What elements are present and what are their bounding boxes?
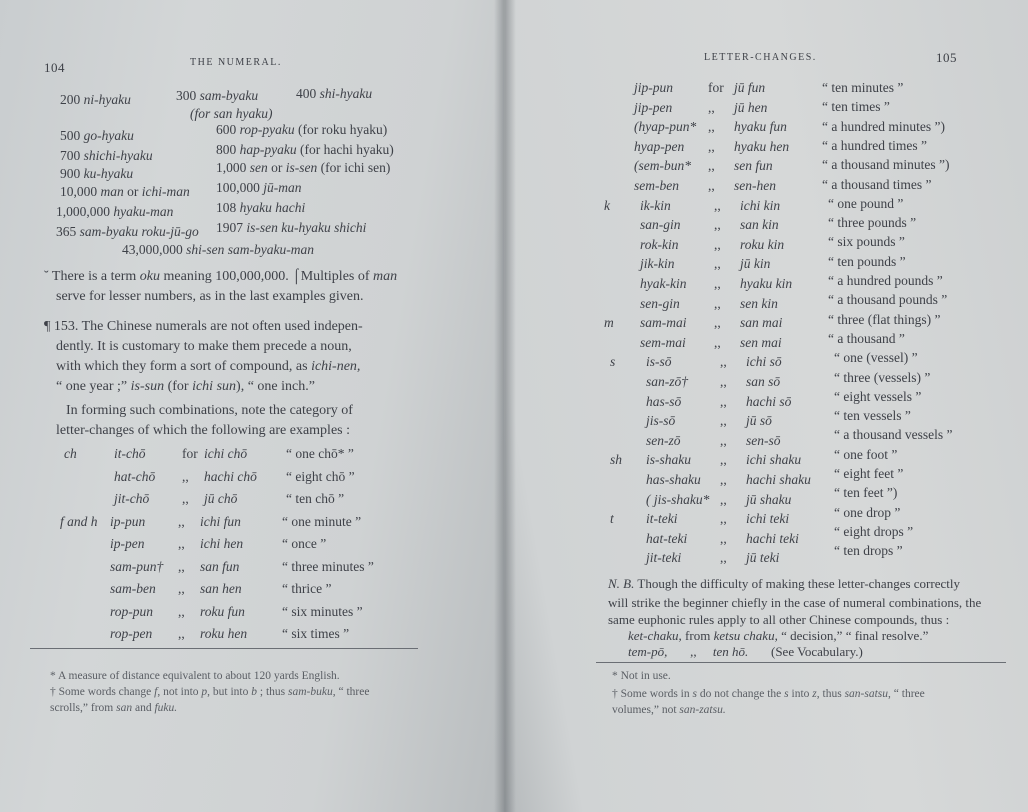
compound-word: hat-teki bbox=[646, 530, 688, 546]
connector: ,, bbox=[720, 452, 727, 468]
gloss: “ one pound ” bbox=[828, 195, 904, 211]
compound-word: san-gin bbox=[640, 217, 681, 233]
original-word: jū chō bbox=[204, 491, 238, 506]
connector: ,, bbox=[182, 491, 189, 506]
original-word: san fun bbox=[200, 558, 240, 574]
compound-word: jik-kin bbox=[640, 256, 675, 272]
gloss: “ eight feet ” bbox=[834, 466, 904, 481]
numeral-entry: 365 sam-byaku roku-jū-go bbox=[56, 224, 199, 239]
numeral-entry: 1,000 sen or is-sen (for ichi sen) bbox=[216, 160, 391, 175]
footnote: * Not in use. bbox=[612, 670, 671, 682]
gloss: “ eight vessels ” bbox=[834, 388, 922, 404]
numeral-entry: 800 hap-pyaku (for hachi hyaku) bbox=[216, 142, 394, 157]
compound-word: it-chō bbox=[114, 446, 146, 461]
connector: ,, bbox=[714, 217, 721, 233]
connector: ,, bbox=[708, 178, 715, 193]
compound-word: is-sō bbox=[646, 354, 672, 370]
connector: ,, bbox=[708, 158, 715, 174]
compound-word: jit-chō bbox=[114, 491, 150, 506]
original-word: jū sō bbox=[746, 413, 772, 429]
numeral-entry: 10,000 man or ichi-man bbox=[60, 184, 190, 199]
gloss: “ a thousand minutes ”) bbox=[822, 157, 950, 173]
original-word: hyaku hen bbox=[734, 138, 790, 154]
example-line: tem-pō, ,, ten hō. (See Vocabulary.) bbox=[628, 644, 863, 659]
numeral-entry: 600 rop-pyaku (for roku hyaku) bbox=[216, 122, 388, 137]
numeral-entry: 300 sam-byaku bbox=[176, 88, 259, 103]
numeral-entry: 900 ku-hyaku bbox=[60, 166, 134, 181]
category-label: t bbox=[610, 511, 614, 527]
page-number: 104 bbox=[44, 60, 65, 75]
numeral-entry: 100,000 jū-man bbox=[216, 180, 302, 195]
numeral-entry: 1907 is-sen ku-hyaku shichi bbox=[216, 220, 367, 235]
note-line: serve for lesser numbers, as in the last examples given. bbox=[56, 289, 364, 304]
original-word: san hen bbox=[200, 581, 242, 596]
connector: ,, bbox=[178, 558, 185, 574]
compound-word: ip-pen bbox=[110, 536, 145, 551]
compound-word: hyap-pen bbox=[634, 138, 685, 154]
gloss: “ one drop ” bbox=[834, 504, 901, 520]
gloss: “ six minutes ” bbox=[282, 603, 363, 619]
original-word: ichi hen bbox=[200, 536, 244, 551]
running-head: LETTER-CHANGES. bbox=[704, 52, 817, 63]
connector: ,, bbox=[178, 603, 185, 619]
connector: ,, bbox=[714, 276, 721, 291]
running-head: THE NUMERAL. bbox=[190, 57, 282, 68]
gloss: “ ten feet ”) bbox=[834, 485, 898, 501]
compound-word: rop-pun bbox=[110, 603, 153, 619]
compound-word: jip-pun bbox=[634, 80, 673, 95]
footnote: † Some words change f, not into p, but into b ; thus sam-buku, “ three bbox=[50, 686, 370, 698]
original-word: sen fun bbox=[734, 158, 773, 174]
gloss: “ eight chō ” bbox=[286, 468, 355, 484]
gloss: “ three (flat things) ” bbox=[828, 311, 941, 327]
original-word: jū fun bbox=[734, 80, 766, 95]
connector: for bbox=[182, 446, 198, 461]
compound-word: ik-kin bbox=[640, 197, 671, 213]
connector: for bbox=[708, 80, 724, 95]
gloss: “ ten drops ” bbox=[834, 543, 903, 559]
original-word: hachi sō bbox=[746, 393, 792, 409]
connector: ,, bbox=[178, 626, 185, 641]
gloss: “ three minutes ” bbox=[282, 558, 374, 574]
category-label: ch bbox=[64, 446, 77, 461]
compound-word: (hyap-pun* bbox=[634, 119, 697, 135]
original-word: sen-sō bbox=[746, 432, 781, 448]
connector: ,, bbox=[720, 354, 727, 370]
compound-word: has-sō bbox=[646, 393, 682, 409]
original-word: hachi chō bbox=[204, 468, 257, 484]
gloss: “ one (vessel) ” bbox=[834, 350, 918, 366]
original-word: ichi fun bbox=[200, 513, 241, 529]
gloss: “ once ” bbox=[282, 536, 327, 551]
gloss: “ six times ” bbox=[282, 626, 350, 641]
connector: ,, bbox=[178, 513, 185, 529]
gloss: “ a thousand ” bbox=[828, 330, 905, 346]
compound-word: hat-chō bbox=[114, 468, 156, 484]
connector: ,, bbox=[720, 491, 727, 507]
footnote: † Some words in s do not change the s into z, thus san-satsu, “ three bbox=[612, 688, 925, 700]
gloss: “ a hundred times ” bbox=[822, 137, 927, 153]
connector: ,, bbox=[178, 581, 185, 596]
left-page bbox=[0, 0, 504, 812]
gloss: “ three pounds ” bbox=[828, 215, 917, 231]
compound-word: is-shaku bbox=[646, 452, 691, 468]
original-word: hachi teki bbox=[746, 530, 799, 546]
compound-word: sem-mai bbox=[640, 334, 686, 350]
connector: ,, bbox=[720, 530, 727, 546]
gloss: “ ten vessels ” bbox=[834, 408, 911, 424]
original-word: ichi kin bbox=[740, 197, 781, 213]
connector: ,, bbox=[708, 99, 715, 115]
compound-word: sen-zō bbox=[646, 432, 681, 448]
original-word: sen kin bbox=[740, 295, 778, 311]
original-word: ichi sō bbox=[746, 354, 782, 370]
footnote-rule bbox=[30, 648, 418, 649]
gloss: “ one foot ” bbox=[834, 446, 898, 462]
compound-word: hyak-kin bbox=[640, 276, 687, 291]
category-label: k bbox=[604, 197, 610, 213]
connector: ,, bbox=[720, 511, 727, 527]
footnote: scrolls,” from san and fuku. bbox=[50, 702, 178, 714]
paragraph-line: dently. It is customary to make them precede a noun, bbox=[56, 339, 352, 354]
original-word: jū kin bbox=[740, 256, 771, 272]
connector: ,, bbox=[714, 295, 721, 311]
nb-line: will strike the beginner chiefly in the case of numeral combinations, the bbox=[608, 595, 982, 610]
gloss: “ thrice ” bbox=[282, 581, 332, 596]
paragraph-line: ¶ 153. The Chinese numerals are not often used indepen- bbox=[44, 319, 363, 334]
compound-word: rop-pen bbox=[110, 626, 153, 641]
original-word: ichi chō bbox=[204, 446, 248, 461]
connector: ,, bbox=[714, 315, 721, 331]
compound-word: sam-ben bbox=[110, 581, 156, 596]
connector: ,, bbox=[182, 468, 189, 484]
compound-word: ( jis-shaku* bbox=[646, 491, 710, 507]
category-label: s bbox=[610, 354, 616, 370]
original-word: san kin bbox=[740, 217, 779, 233]
footnote: * A measure of distance equivalent to about 120 yards English. bbox=[50, 670, 340, 682]
gloss: “ ten pounds ” bbox=[828, 253, 906, 269]
connector: ,, bbox=[720, 472, 727, 487]
page-number: 105 bbox=[936, 50, 957, 65]
compound-word: ip-pun bbox=[110, 513, 146, 529]
compound-word: jip-pen bbox=[634, 99, 673, 115]
gloss: “ a thousand pounds ” bbox=[828, 292, 948, 308]
gloss: “ six pounds ” bbox=[828, 234, 905, 250]
connector: ,, bbox=[720, 550, 727, 566]
numeral-entry: 200 ni-hyaku bbox=[60, 92, 131, 107]
compound-word: sam-pun† bbox=[110, 558, 164, 574]
nb-line: same euphonic rules apply to all other Chinese compounds, thus : bbox=[608, 612, 950, 627]
connector: ,, bbox=[708, 119, 715, 135]
gloss: “ a thousand times ” bbox=[822, 176, 932, 192]
compound-word: rok-kin bbox=[640, 236, 679, 252]
numeral-note: (for san hyaku) bbox=[190, 106, 273, 121]
connector: ,, bbox=[178, 536, 185, 551]
compound-word: sen-gin bbox=[640, 295, 680, 311]
numeral-entry: 108 hyaku hachi bbox=[216, 200, 306, 215]
connector: ,, bbox=[720, 413, 727, 429]
gloss: “ ten times ” bbox=[822, 99, 890, 115]
original-word: jū teki bbox=[746, 550, 780, 566]
compound-word: sem-ben bbox=[634, 178, 679, 193]
gloss: “ a hundred pounds ” bbox=[828, 273, 943, 288]
gloss: “ ten chō ” bbox=[286, 491, 345, 506]
book-gutter bbox=[494, 0, 516, 812]
numeral-entry: 500 go-hyaku bbox=[60, 128, 134, 143]
numeral-entry: 700 shichi-hyaku bbox=[60, 148, 153, 163]
original-word: ichi shaku bbox=[746, 452, 802, 468]
paragraph-line: In forming such combinations, note the category of bbox=[66, 403, 353, 418]
compound-word: jit-teki bbox=[646, 550, 682, 566]
original-word: jū shaku bbox=[746, 491, 792, 507]
numeral-entry: 43,000,000 shi-sen sam-byaku-man bbox=[122, 242, 314, 257]
compound-word: it-teki bbox=[646, 511, 678, 527]
compound-word: jis-sō bbox=[646, 413, 676, 429]
compound-word: san-zō† bbox=[646, 374, 689, 389]
connector: ,, bbox=[720, 432, 727, 448]
connector: ,, bbox=[720, 393, 727, 409]
original-word: hyaku fun bbox=[734, 119, 787, 135]
original-word: sen-hen bbox=[734, 178, 776, 193]
gloss: “ ten minutes ” bbox=[822, 80, 904, 95]
gloss: “ one chō* ” bbox=[286, 446, 354, 461]
connector: ,, bbox=[714, 236, 721, 252]
category-label: sh bbox=[610, 452, 623, 468]
compound-word: (sem-bun* bbox=[634, 158, 691, 174]
right-page bbox=[504, 0, 1028, 812]
numeral-entry: 1,000,000 hyaku-man bbox=[56, 204, 174, 219]
gloss: “ a hundred minutes ”) bbox=[822, 118, 945, 134]
paragraph-line: “ one year ;” is-sun (for ichi sun), “ one inch.” bbox=[56, 379, 315, 394]
original-word: ichi teki bbox=[746, 511, 790, 527]
paragraph-line: letter-changes of which the following are examples : bbox=[56, 423, 350, 438]
connector: ,, bbox=[714, 256, 721, 272]
compound-word: sam-mai bbox=[640, 315, 687, 331]
note-line: ˘ There is a term oku meaning 100,000,000. ⌠Multiples of man bbox=[44, 269, 398, 284]
original-word: san mai bbox=[740, 315, 783, 331]
original-word: hyaku kin bbox=[740, 276, 793, 291]
original-word: hachi shaku bbox=[746, 472, 811, 487]
paragraph-line: with which they form a sort of compound, as ichi-nen, bbox=[56, 359, 361, 374]
category-label: f and h bbox=[60, 513, 98, 529]
original-word: roku kin bbox=[740, 236, 785, 252]
gloss: “ eight drops ” bbox=[834, 523, 914, 539]
connector: ,, bbox=[720, 374, 727, 389]
footnote-rule bbox=[596, 662, 1006, 663]
original-word: roku hen bbox=[200, 626, 248, 641]
gloss: “ three (vessels) ” bbox=[834, 369, 931, 385]
original-word: san sō bbox=[746, 374, 781, 389]
connector: ,, bbox=[708, 138, 715, 154]
connector: ,, bbox=[714, 334, 721, 350]
connector: ,, bbox=[714, 197, 721, 213]
original-word: jū hen bbox=[734, 99, 768, 115]
example-line: ket-chaku, from ketsu chaku, “ decision,” “ final resolve.” bbox=[628, 628, 929, 643]
original-word: sen mai bbox=[740, 334, 782, 350]
original-word: roku fun bbox=[200, 603, 245, 619]
footnote: volumes,” not san-zatsu. bbox=[612, 704, 726, 716]
gloss: “ a thousand vessels ” bbox=[834, 427, 953, 443]
gloss: “ one minute ” bbox=[282, 513, 362, 529]
category-label: m bbox=[604, 315, 614, 331]
compound-word: has-shaku bbox=[646, 472, 701, 487]
nb-line: N. B. Though the difficulty of making these letter-changes correctly bbox=[608, 576, 960, 591]
numeral-entry: 400 shi-hyaku bbox=[296, 86, 373, 101]
